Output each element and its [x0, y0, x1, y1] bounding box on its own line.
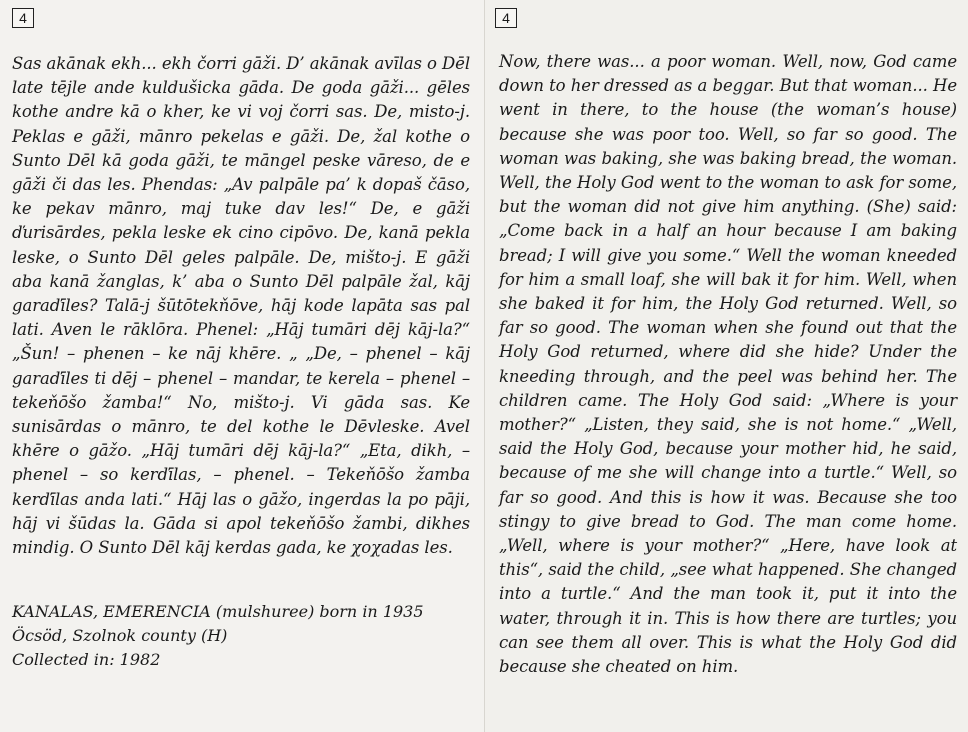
narrator-location: Öcsöd, Szolnok county (H)	[12, 626, 228, 645]
english-text-column	[499, 50, 957, 679]
narrator-name: KANALAS, EMERENCIA (mulshuree) born in 1935	[12, 602, 424, 621]
left-page-number: 4	[12, 8, 34, 28]
english-paragraph: Now, there was... a poor woman. Well, now, God came down to her dressed as a beggar. But that woman... He went in there, to the house (the woman’s house) because she was poor too. Well, so far so good. The woman was baking, she was baking bread, the woman. Well, the Holy God went to the woman to ask for some, but the woman did not give him anything. (She) said: „Come back in a half an hour because I am baking bread; I will give you some.“ Well the woman kneeded for him a small loaf, she will bak it for him. Well, when she baked it for him, the Holy God returned. Well, so far so good. The woman when she found out that the Holy God returned, where did she hide? Under the kneeding through, and the peel was behind her. The children came. The Holy God said: „Where is your mother?“ „Listen, they said, she is not home.“ „Well, said the Holy God, because your mother hid, he said, because of me she will change into a turtle.“ Well, so far so good. And this is how it was. Because she too stingy to give bread to God. The man come home. „Well, where is your mother?“ „Here, have look at this“, said the child, „see what happened. She changed into a turtle.“ And the man took it, put it into the water, through it in. This is how there are turtles; you can see them all over. This is what the Holy God did because she cheated on him.	[499, 52, 957, 677]
right-page	[484, 0, 968, 732]
romani-text-column	[12, 52, 470, 560]
collection-date: Collected in: 1982	[12, 650, 161, 669]
romani-paragraph: Sas akānak ekh... ekh čorri gāži. D’ akānak avīlas o Dēl late tējle ande kuldušicka gāda. De goda gāži... gēles kothe andre kā o kher, ke vi voj čorri sas. De, misto-j. Peklas e gāži, mānro pekelas e gāži. De, žal kothe o Sunto Dēl kā goda gāži, te māngel peske vāreso, de e gāži či das les. Phendas: „Av palpāle pa’ k dopaš čāso, ke pekav mānro, maj tuke dav les!“ De, e gāži ďurisārdes, pekla leske ek cino cipōvo. De, kanā pekla leske, o Sunto Dēl geles palpāle. De, mišto-j. E gāži aba kanā žanglas, k’ aba o Sunto Dēl palpāle žal, kāj garaďīles? Talā-j šūtōtekňōve, hāj kode lapāta sas pal lati. Aven le rāklōra. Phenel: „Hāj tumāri dēj kāj-la?“ „Šun! – phenen – ke nāj khēre. „ „De, – phenel – kāj garaďīles ti dēj – phenel – mandar, te kerela – phenel – tekeňōšo žamba!“ No, mišto-j. Vi gāda sas. Ke sunisārdas o mānro, te del kothe le Dēvleske. Avel khēre o gāžo. „Hāj tumāri dēj kāj-la?“ „Eta, dikh, – phenel – so kerďīlas, – phenel. – Tekeňōšo žamba kerďīlas anda lati.“ Hāj las o gāžo, ingerdas la po pāji, hāj vi šūdas la. Gāda si apol tekeňōšo žambi, dikhes mindig. O Sunto Dēl kāj kerdas gada, ke χoχadas les.	[12, 54, 470, 558]
narrator-signature	[12, 600, 472, 672]
right-page-number: 4	[495, 8, 517, 28]
